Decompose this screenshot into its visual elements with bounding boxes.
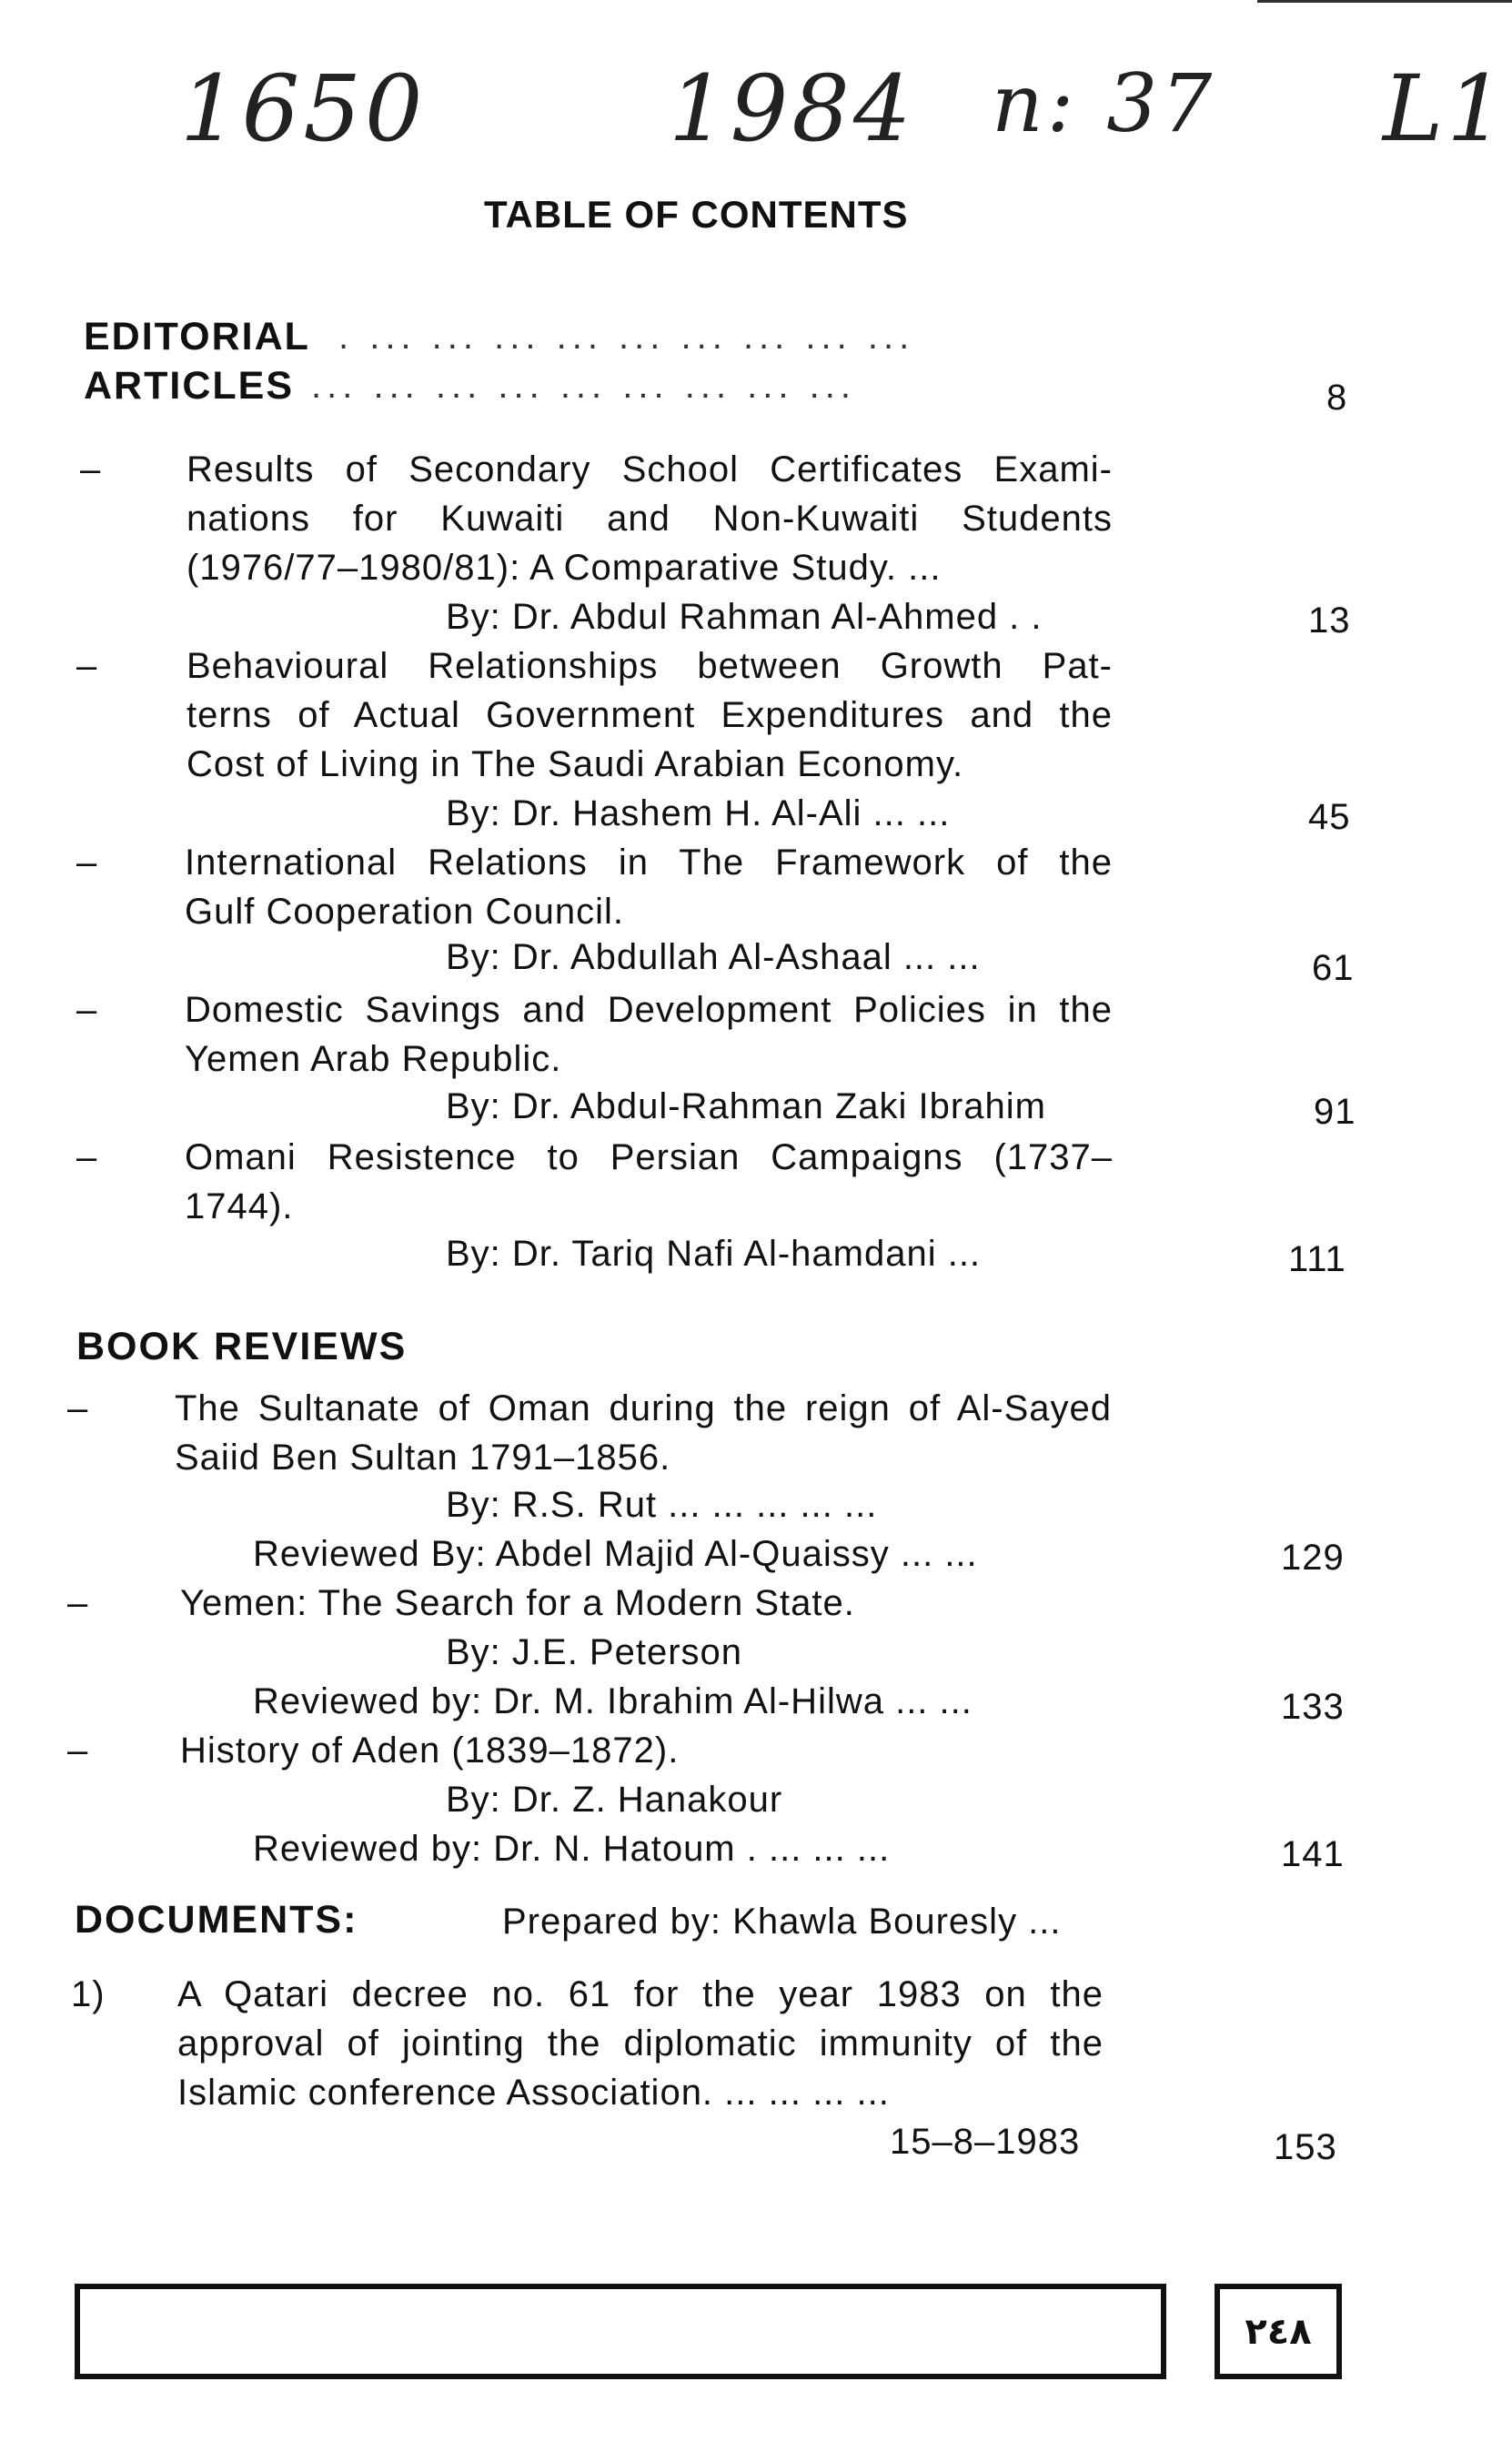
handwritten-ref-number: 1650 <box>180 55 427 162</box>
review-2-page: 133 <box>1281 1687 1345 1727</box>
footer-page-number: ٢٤٨ <box>1245 2310 1312 2353</box>
article-3-page: 61 <box>1312 948 1355 988</box>
article-4-title: Domestic Savings and Development Policies in the Yemen Arab Republic. <box>185 990 1113 1079</box>
document-1-date: 15–8–1983 <box>890 2122 1081 2162</box>
review-3-reviewer: Reviewed by: Dr. N. Hatoum . ... ... ... <box>253 1829 891 1869</box>
article-3-title: International Relations in The Framework of the Gulf Cooperation Council. <box>185 843 1113 932</box>
editorial-label: EDITORIAL <box>84 315 310 358</box>
articles-label: ARTICLES <box>84 364 294 408</box>
review-1-author: By: R.S. Rut ... ... ... ... ... <box>446 1485 878 1525</box>
review-3-author: By: Dr. Z. Hanakour <box>446 1780 783 1820</box>
article-5-page: 111 <box>1288 1239 1346 1279</box>
review-1-reviewer: Reviewed By: Abdel Majid Al-Quaissy ... ... <box>253 1534 978 1574</box>
dash-marker: – <box>76 1137 97 1177</box>
editorial-dots: . ... ... ... ... ... ... ... ... ... <box>338 317 915 357</box>
dash-marker: – <box>67 1731 88 1771</box>
top-edge-rule <box>1257 0 1512 3</box>
review-2-title: Yemen: The Search for a Modern State. <box>180 1583 855 1623</box>
footer-empty-box <box>75 2284 1166 2379</box>
review-3-title: History of Aden (1839–1872). <box>180 1731 680 1771</box>
review-1-page: 129 <box>1281 1538 1345 1578</box>
document-1-title: A Qatari decree no. 61 for the year 1983 on the approval of jointing the diplomatic immunity of the Islamic conference Association. ... ... ... ... <box>177 1974 1104 2113</box>
review-1-title: The Sultanate of Oman during the reign of Al-Sayed Saiid Ben Sultan 1791–1856. <box>175 1388 1112 1478</box>
articles-dots: ... ... ... ... ... ... ... ... ... <box>311 366 856 406</box>
dash-marker: – <box>67 1388 88 1428</box>
article-4-author: By: Dr. Abdul-Rahman Zaki Ibrahim <box>446 1086 1046 1126</box>
footer-page-number-box <box>1215 2284 1342 2379</box>
document-1-page: 153 <box>1274 2127 1337 2167</box>
page-title: TABLE OF CONTENTS <box>484 193 909 236</box>
review-2-reviewer: Reviewed by: Dr. M. Ibrahim Al-Hilwa ... ... <box>253 1681 973 1721</box>
article-1-title: Results of Secondary School Certificates Exami- nations for Kuwaiti and Non-Kuwaiti Students (1976/77–1980/81): A Comparative Study. ... <box>186 449 1113 588</box>
articles-page: 8 <box>1326 378 1348 418</box>
handwritten-issue: n: 37 <box>992 56 1216 150</box>
article-2-title: Behavioural Relationships between Growth Pat- terns of Actual Government Expenditures and the Cost of Living in The Saudi Arabian Economy. <box>186 646 1113 784</box>
handwritten-year: 1984 <box>669 55 915 162</box>
article-4-page: 91 <box>1314 1092 1356 1132</box>
book-reviews-label: BOOK REVIEWS <box>76 1325 408 1368</box>
dash-marker: – <box>76 990 97 1030</box>
dash-marker: – <box>67 1583 88 1623</box>
article-1-page: 13 <box>1308 600 1351 641</box>
article-5-title: Omani Resistence to Persian Campaigns (1737– 1744). <box>185 1137 1113 1226</box>
article-2-author: By: Dr. Hashem H. Al-Ali ... ... <box>446 793 951 833</box>
handwritten-corner-mark: L1 <box>1383 55 1509 162</box>
document-1-number: 1) <box>71 1974 106 2014</box>
article-2-page: 45 <box>1308 797 1351 837</box>
article-3-author: By: Dr. Abdullah Al-Ashaal ... ... <box>446 937 981 977</box>
dash-marker: – <box>76 843 97 883</box>
review-3-page: 141 <box>1281 1834 1345 1874</box>
dash-marker: – <box>76 646 97 686</box>
dash-marker: – <box>80 449 101 489</box>
article-1-author: By: Dr. Abdul Rahman Al-Ahmed . . <box>446 597 1043 637</box>
article-5-author: By: Dr. Tariq Nafi Al-hamdani ... <box>446 1234 982 1274</box>
documents-prepared-by: Prepared by: Khawla Bouresly ... <box>502 1902 1062 1942</box>
review-2-author: By: J.E. Peterson <box>446 1632 743 1672</box>
documents-label: DOCUMENTS: <box>75 1898 358 1942</box>
